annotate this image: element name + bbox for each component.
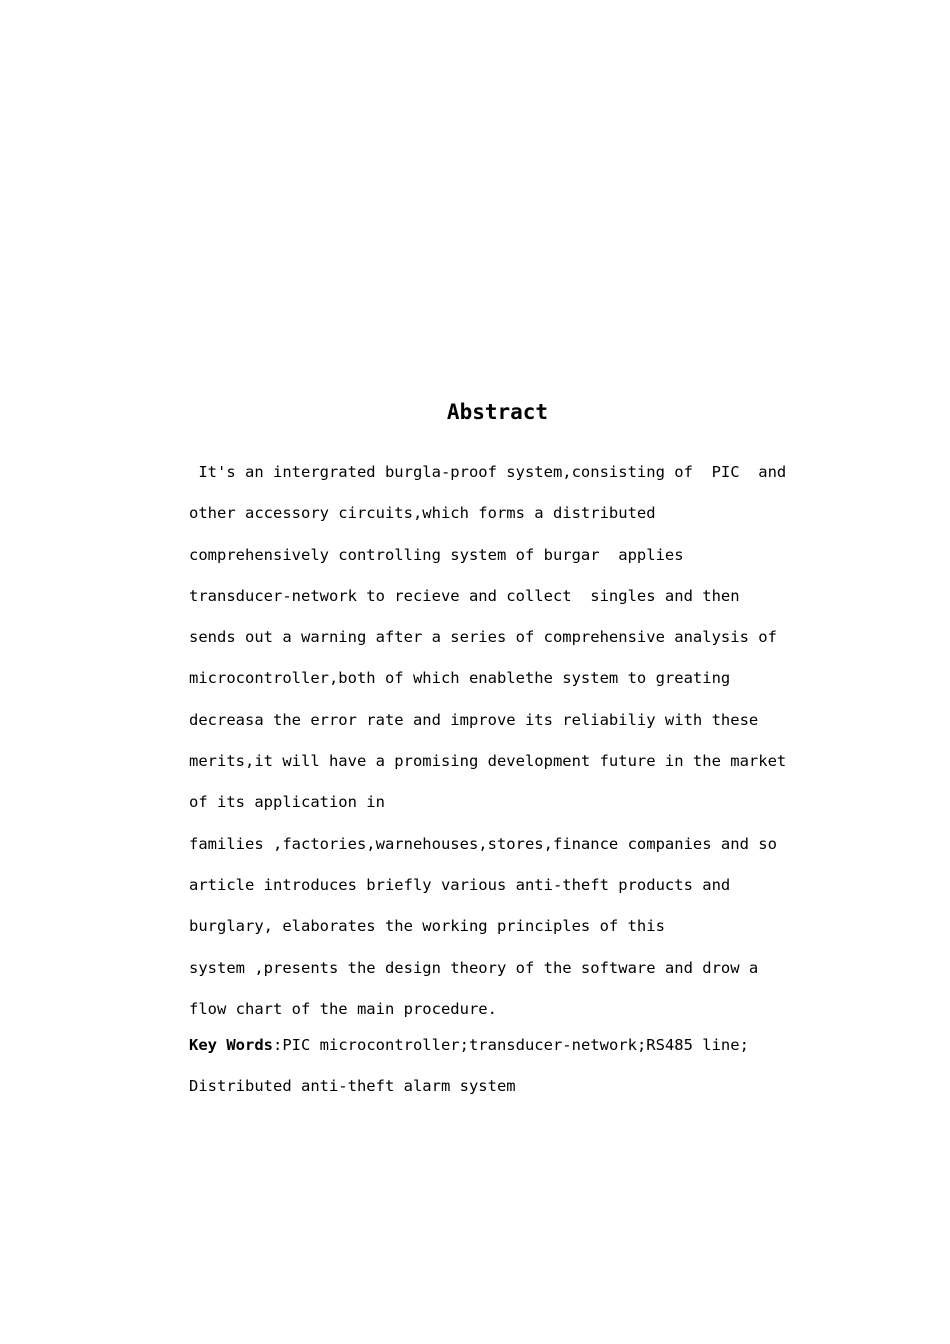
abstract-line: system ,presents the design theory of the software and drow a (189, 958, 759, 977)
abstract-line: other accessory circuits,which forms a distributed (189, 504, 656, 523)
abstract-line: flow chart of the main procedure. (189, 999, 497, 1018)
abstract-line: of its application in (189, 793, 385, 812)
abstract-line: sends out a warning after a series of comprehensive analysis of (189, 628, 777, 647)
keywords-line-1 (189, 1025, 829, 1066)
keywords-section (189, 1025, 829, 1107)
abstract-line: burglary, elaborates the working principles of this (189, 917, 665, 936)
abstract-line: comprehensively controlling system of burgar applies (189, 545, 684, 564)
abstract-line: merits,it will have a promising development future in the market (189, 752, 787, 771)
abstract-line: families ,factories,warnehouses,stores,finance companies and so (189, 834, 777, 853)
abstract-body (189, 452, 829, 1030)
abstract-title: Abstract (446, 400, 549, 424)
keywords-line-2: Distributed anti-theft alarm system (189, 1077, 516, 1095)
abstract-line: microcontroller,both of which enablethe system to greating (189, 669, 731, 688)
abstract-line: decreasa the error rate and improve its reliabiliy with these (189, 710, 759, 729)
keywords-label: Key Words (189, 1036, 273, 1054)
abstract-line: It's an intergrated burgla-proof system,consisting of PIC and (189, 463, 787, 481)
abstract-line: transducer-network to recieve and collect singles and then (189, 586, 740, 605)
abstract-line: article introduces briefly various anti-theft products and (189, 875, 731, 894)
keywords-list: :PIC microcontroller;transducer-network;RS485 line; (273, 1036, 749, 1054)
